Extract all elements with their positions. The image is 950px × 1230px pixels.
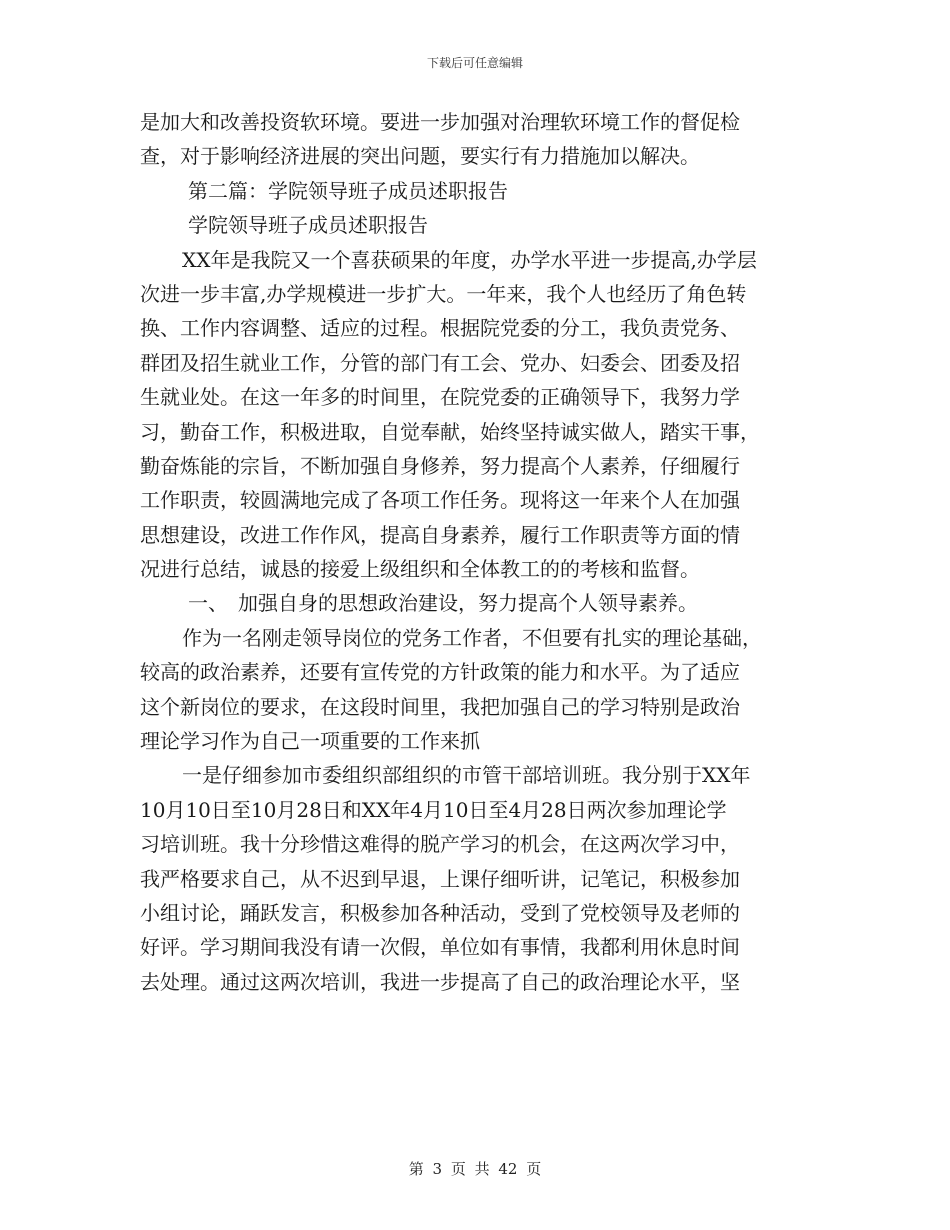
text-line: 习，勤奋工作，积极进取，自觉奉献，始终坚持诚实做人，踏实干事， [140,419,760,444]
text-line: 作为一名刚走领导岗位的党务工作者，不但要有扎实的理论基础， [182,625,762,650]
text-line: 习培训班。我十分珍惜这难得的脱产学习的机会，在这两次学习中， [140,832,740,857]
text-line: 工作职责，较圆满地完成了各项工作任务。现将这一年来个人在加强 [140,488,740,513]
text-line: XX年是我院又一个喜获硕果的年度，办学水平进一步提高,办学层 [182,247,757,272]
text-line: 这个新岗位的要求，在这段时间里，我把加强自己的学习特别是政治 [140,694,740,719]
document-body [140,105,820,999]
text-line: 一、 加强自身的思想政治建设，努力提高个人领导素养。 [188,591,698,616]
text-line: 生就业处。在这一年多的时间里，在院党委的正确领导下，我努力学 [140,385,740,410]
text-line: 去处理。通过这两次培训，我进一步提高了自己的政治理论水平，坚 [140,969,740,994]
text-line: 次进一步丰富,办学规模进一步扩大。一年来，我个人也经历了角色转 [140,281,747,306]
text-line: 思想建设，改进工作作风，提高自身素养，履行工作职责等方面的情 [140,522,740,547]
text-line: 10月10日至10月28日和XX年4月10日至4月28日两次参加理论学 [140,797,727,822]
text-line: 群团及招生就业工作，分管的部门有工会、党办、妇委会、团委及招 [140,350,740,375]
text-line: 理论学习作为自己一项重要的工作来抓 [140,729,480,754]
text-line: 是加大和改善投资软环境。要进一步加强对治理软环境工作的督促检 [140,110,740,134]
text-line: 小组讨论，踊跃发言，积极参加各种活动，受到了党校领导及老师的 [140,900,740,925]
text-line: 勤奋炼能的宗旨，不断加强自身修养，努力提高个人素养，仔细履行 [140,453,740,478]
page-header: 下载后可任意编辑 [426,56,523,70]
text-line: 学院领导班子成员述职报告 [188,213,428,238]
text-line: 第二篇：学院领导班子成员述职报告 [188,178,508,203]
text-line: 查，对于影响经济进展的突出问题，要实行有力措施加以解决。 [140,144,700,169]
page-footer: 第 3 页 共 42 页 [408,1160,542,1178]
text-line: 较高的政治素养，还要有宣传党的方针政策的能力和水平。为了适应 [140,660,740,685]
text-line: 好评。学习期间我没有请一次假，单位如有事情，我都利用休息时间 [140,935,740,960]
text-line: 我严格要求自己，从不迟到早退，上课仔细听讲，记笔记，积极参加 [140,866,740,891]
text-line: 换、工作内容调整、适应的过程。根据院党委的分工，我负责党务、 [140,316,740,341]
text-line: 况进行总结，诚恳的接爱上级组织和全体教工的的考核和监督。 [140,557,700,582]
text-line: 一是仔细参加市委组织部组织的市管干部培训班。我分别于XX年 [182,763,751,788]
